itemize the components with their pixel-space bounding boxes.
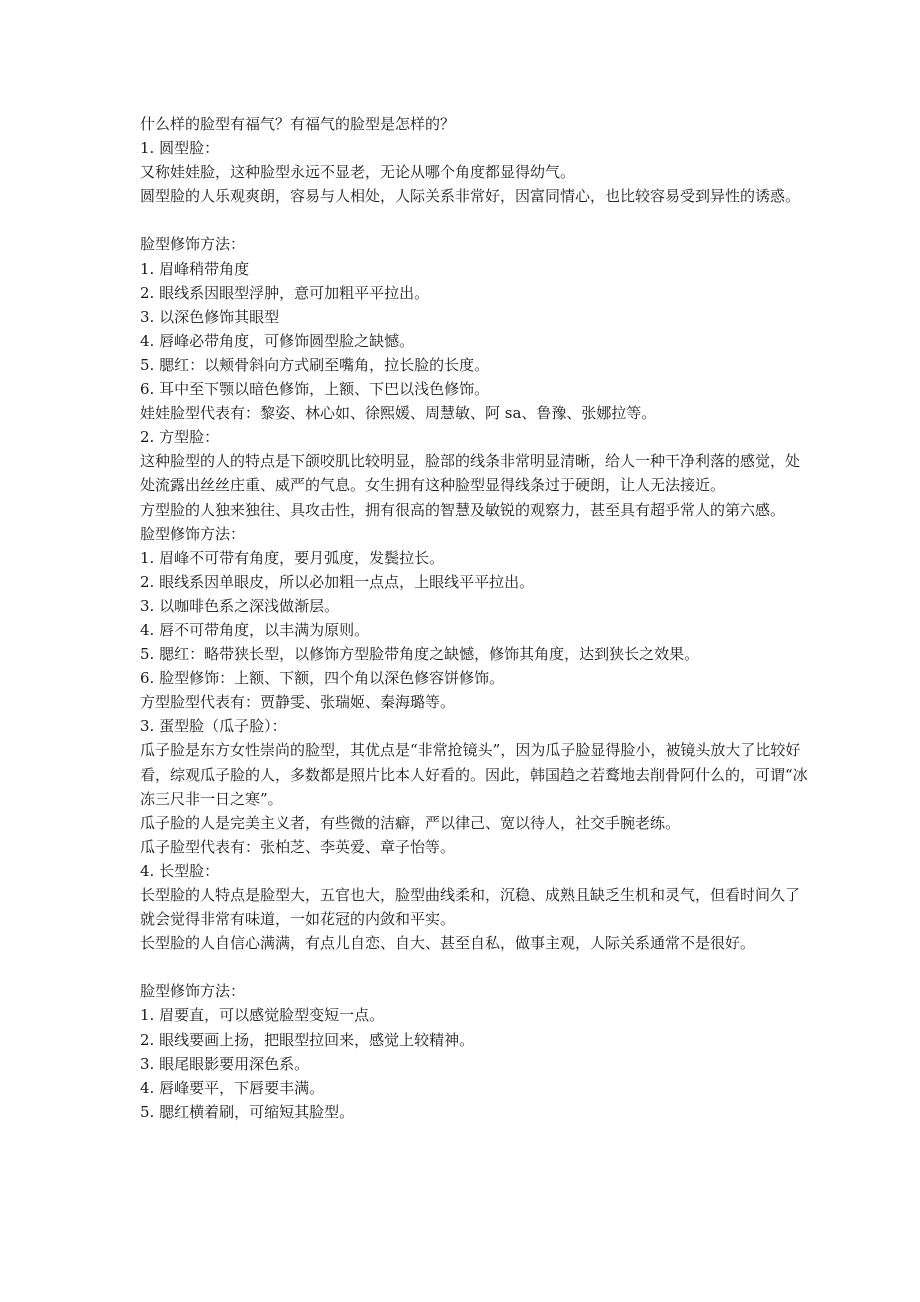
list-item: 4. 唇峰必带角度，可修饰圆型脸之缺憾。 xyxy=(140,331,415,350)
paragraph: 瓜子脸是东方女性崇尚的脸型，其优点是“非常抢镜头”，因为瓜子脸显得脸小，被镜头放大了比较好看，综观瓜子脸的人，多数都是照片比本人好看的。因此，韩国趋之若鹜地去削骨阿什么的，可谓“冰冻三尺非一日之寒”。 xyxy=(140,741,808,808)
representatives: 方型脸型代表有：贾静雯、张瑞姬、秦海璐等。 xyxy=(140,693,456,712)
list-item: 6. 耳中至下颚以暗色修饰，上额、下巴以浅色修饰。 xyxy=(140,380,490,399)
blank-line xyxy=(140,955,812,979)
method-title: 脸型修饰方法： xyxy=(140,235,246,254)
list-item: 6. 脸型修饰：上额、下额，四个角以深色修容饼修饰。 xyxy=(140,669,505,688)
list-item: 3. 眼尾眼影要用深色系。 xyxy=(140,1054,310,1073)
list-item: 4. 唇不可带角度，以丰满为原则。 xyxy=(140,620,370,639)
paragraph: 这种脸型的人的特点是下颌咬肌比较明显，脸部的线条非常明显清晰，给人一种干净利落的感觉，处处流露出丝丝庄重、威严的气息。女生拥有这种脸型显得线条过于硬朗，让人无法接近。 xyxy=(140,452,801,495)
paragraph: 圆型脸的人乐观爽朗，容易与人相处，人际关系非常好，因富同情心，也比较容易受到异性的诱惑。 xyxy=(140,187,801,206)
method-title: 脸型修饰方法： xyxy=(140,982,246,1001)
list-item: 1. 眉峰稍带角度 xyxy=(140,259,250,278)
paragraph: 又称娃娃脸，这种脸型永远不显老，无论从哪个角度都显得幼气。 xyxy=(140,163,576,182)
document-body xyxy=(140,112,812,1124)
blank-line xyxy=(140,208,812,232)
list-item: 1. 眉峰不可带有角度，要月弧度，发鬓拉长。 xyxy=(140,548,445,567)
list-item: 5. 腮红横着刷，可缩短其脸型。 xyxy=(140,1102,355,1121)
list-item: 2. 眼线要画上扬，把眼型拉回来，感觉上较精神。 xyxy=(140,1030,475,1049)
list-item: 5. 腮红：略带狭长型，以修饰方型脸带角度之缺憾，修饰其角度，达到狭长之效果。 xyxy=(140,645,700,664)
section-heading-square: 2. 方型脸： xyxy=(140,428,220,447)
list-item: 3. 以咖啡色系之深浅做渐层。 xyxy=(140,596,340,615)
section-heading-oval: 3. 蛋型脸（瓜子脸）： xyxy=(140,717,287,736)
document-title: 什么样的脸型有福气？有福气的脸型是怎样的？ xyxy=(140,115,456,133)
representatives: 瓜子脸型代表有：张柏芝、李英爱、章子怡等。 xyxy=(140,837,456,856)
section-heading-round: 1. 圆型脸： xyxy=(140,139,220,158)
section-heading-long: 4. 长型脸： xyxy=(140,861,220,880)
paragraph: 长型脸的人自信心满满，有点儿自恋、自大、甚至自私，做事主观，人际关系通常不是很好。 xyxy=(140,934,756,953)
list-item: 2. 眼线系因眼型浮肿，意可加粗平平拉出。 xyxy=(140,283,430,302)
representatives: 娃娃脸型代表有：黎姿、林心如、徐熙媛、周慧敏、阿 sa、鲁豫、张娜拉等。 xyxy=(140,404,657,423)
list-item: 2. 眼线系因单眼皮，所以必加粗一点点，上眼线平平拉出。 xyxy=(140,572,535,591)
paragraph: 方型脸的人独来独往、具攻击性，拥有很高的智慧及敏锐的观察力，甚至具有超乎常人的第六感。 xyxy=(140,500,786,519)
list-item: 5. 腮红：以颊骨斜向方式刷至嘴角，拉长脸的长度。 xyxy=(140,355,490,374)
paragraph: 长型脸的人特点是脸型大，五官也大，脸型曲线柔和，沉稳、成熟且缺乏生机和灵气，但看时间久了就会觉得非常有味道，一如花冠的内敛和平实。 xyxy=(140,886,801,929)
method-title: 脸型修饰方法： xyxy=(140,524,246,543)
paragraph: 瓜子脸的人是完美主义者，有些微的洁癖，严以律己、宽以待人，社交手腕老练。 xyxy=(140,813,681,832)
list-item: 1. 眉要直，可以感觉脸型变短一点。 xyxy=(140,1006,385,1025)
list-item: 4. 唇峰要平，下唇要丰满。 xyxy=(140,1078,325,1097)
list-item: 3. 以深色修饰其眼型 xyxy=(140,307,280,326)
